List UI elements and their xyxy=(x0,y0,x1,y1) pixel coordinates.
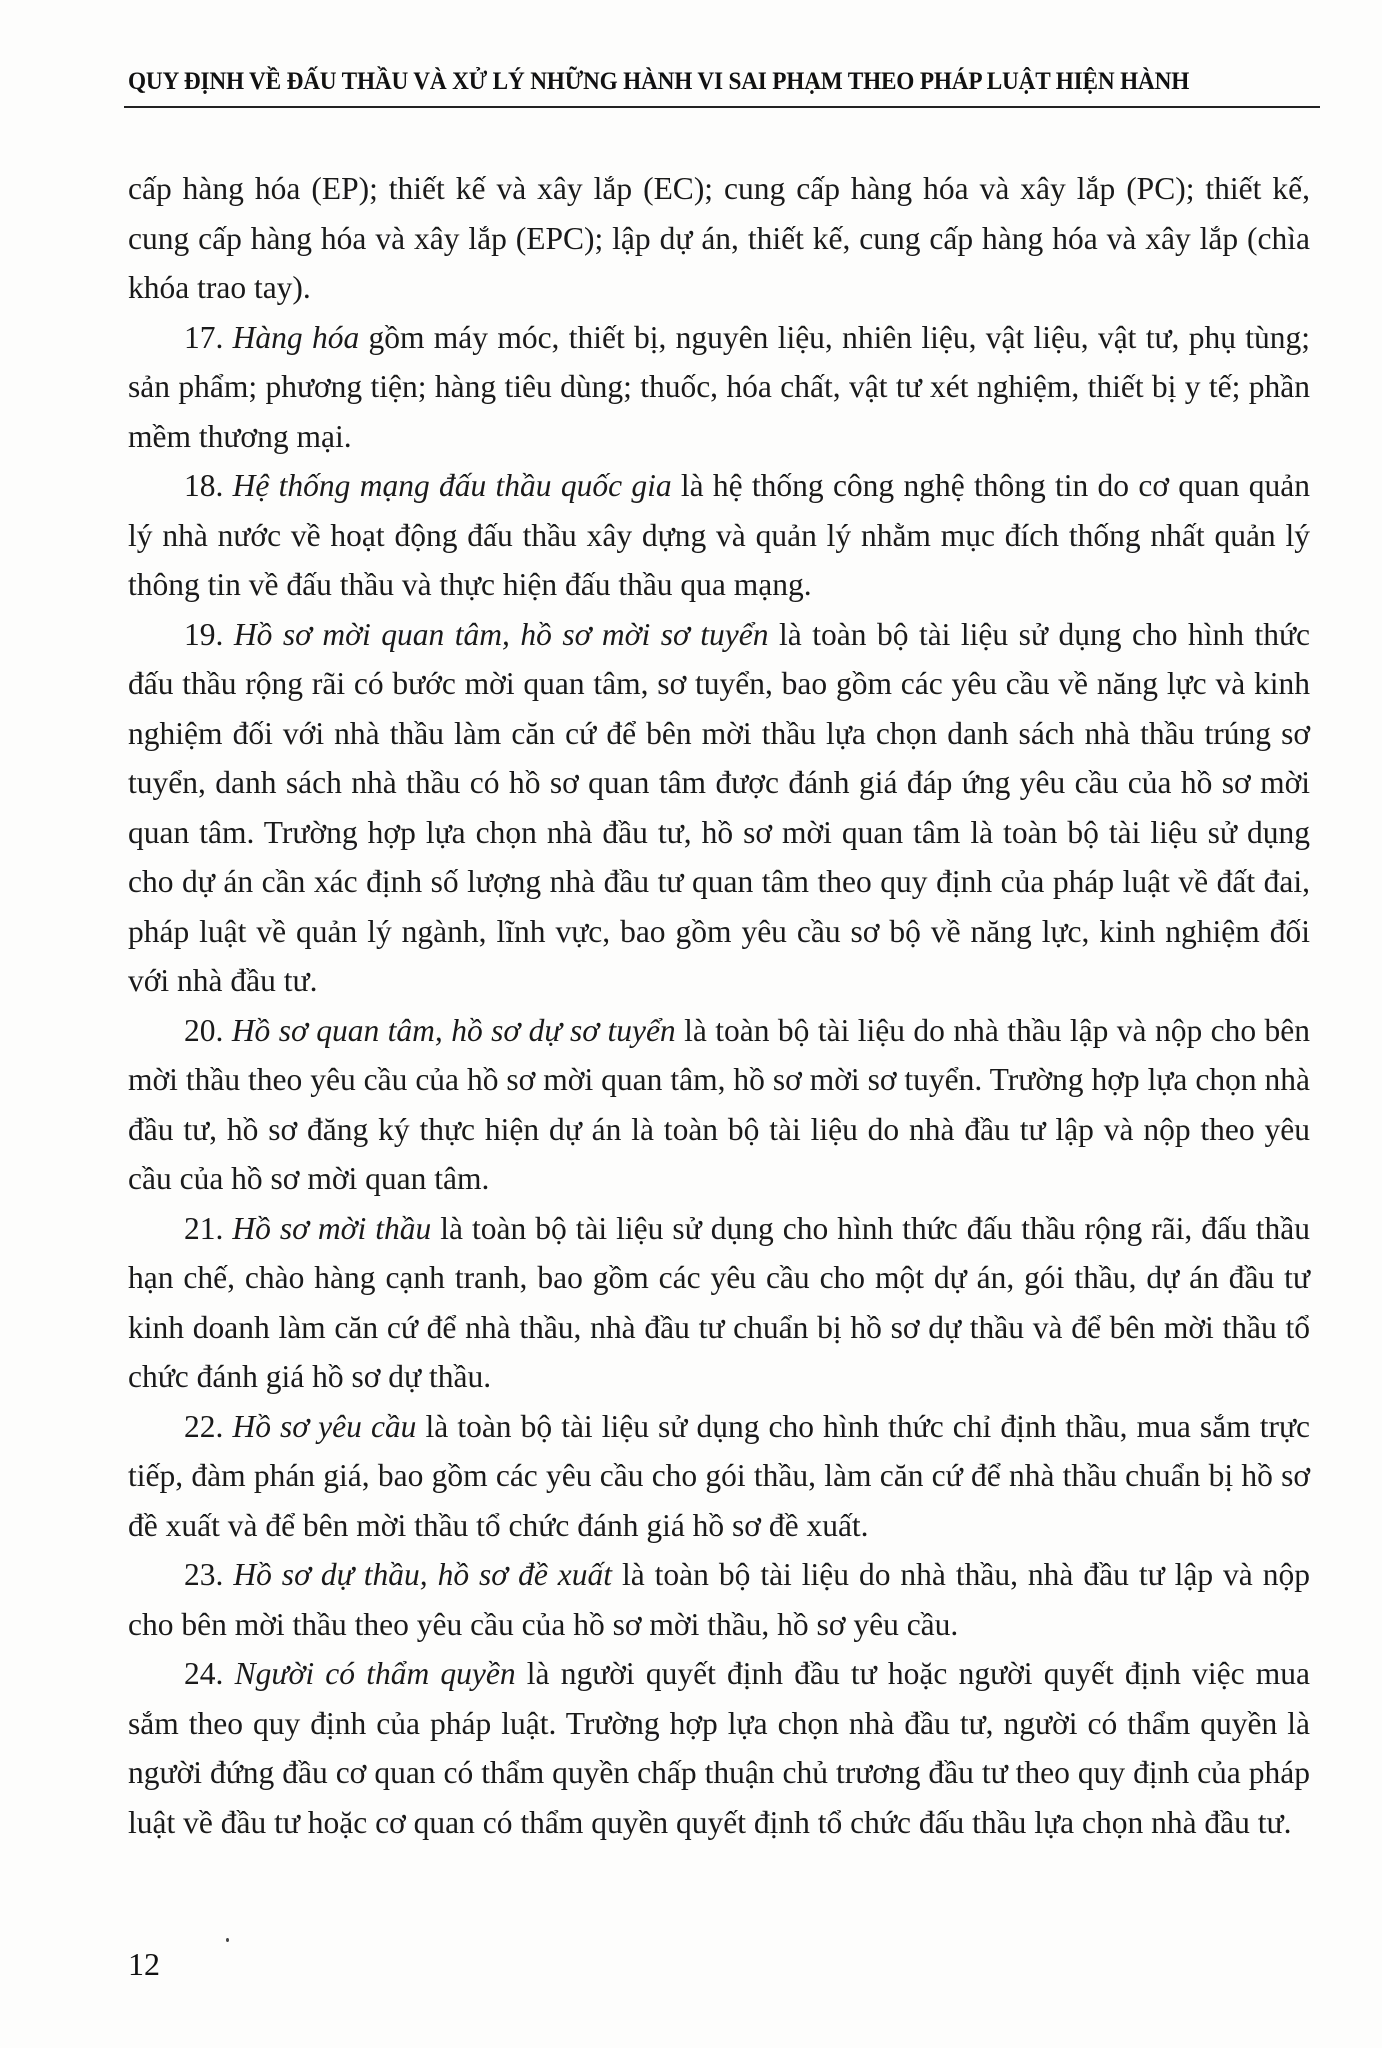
item-number: 19. xyxy=(184,616,224,652)
definition-item-17 xyxy=(128,313,1310,462)
defined-term: Người có thẩm quyền xyxy=(234,1656,516,1691)
definition-item-23 xyxy=(128,1550,1310,1649)
definition-text: là toàn bộ tài liệu sử dụng cho hình thức đấu thầu rộng rãi có bước mời quan tâm, sơ tuyển, bao gồm các yêu cầu về năng lực và kinh nghiệm đối với nhà thầu làm căn cứ để bên mời thầu lựa chọn danh sách nhà thầu trúng sơ tuyển, danh sách nhà thầu có hồ sơ quan tâm được đánh giá đáp ứng yêu cầu của hồ sơ mời quan tâm. Trường hợp lựa chọn nhà đầu tư, hồ sơ mời quan tâm là toàn bộ tài liệu sử dụng cho dự án cần xác định số lượng nhà đầu tư quan tâm theo quy định của pháp luật về đất đai, pháp luật về quản lý ngành, lĩnh vực, bao gồm yêu cầu sơ bộ về năng lực, kinh nghiệm đối với nhà đầu tư. xyxy=(128,616,1311,998)
definition-item-18 xyxy=(128,461,1310,610)
defined-term: Hồ sơ mời quan tâm, hồ sơ mời sơ tuyển xyxy=(233,616,769,652)
definition-text: là toàn bộ tài liệu do nhà thầu, nhà đầu tư lập và nộp cho bên mời thầu theo yêu cầu của hồ sơ mời thầu, hồ sơ yêu cầu. xyxy=(128,1557,1310,1642)
definition-item-21 xyxy=(128,1204,1310,1402)
item-number: 24. xyxy=(184,1656,224,1691)
definition-text: là người quyết định đầu tư hoặc người quyết định việc mua sắm theo quy định của pháp luật. Trường hợp lựa chọn nhà đầu tư, người có thẩm quyền là người đứng đầu cơ quan có thẩm quyền chấp thuận chủ trương đầu tư theo quy định của pháp luật về đầu tư hoặc cơ quan có thẩm quyền quyết định tổ chức đấu thầu lựa chọn nhà đầu tư. xyxy=(128,1656,1310,1840)
definition-item-24 xyxy=(128,1649,1310,1847)
item-number: 18. xyxy=(184,468,224,503)
defined-term: Hồ sơ yêu cầu xyxy=(232,1408,417,1444)
body-text xyxy=(128,164,1310,1847)
item-number: 17. xyxy=(184,319,224,355)
ink-speck xyxy=(226,1938,229,1942)
continuation-paragraph: cấp hàng hóa (EP); thiết kế và xây lắp (EC); cung cấp hàng hóa và xây lắp (PC); thiết kế, cung cấp hàng hóa và xây lắp (EPC); lập dự án, thiết kế, cung cấp hàng hóa và xây lắp (chìa khóa trao tay). xyxy=(128,171,1310,305)
item-number: 20. xyxy=(184,1012,224,1048)
running-header-title: QUY ĐỊNH VỀ ĐẤU THẦU VÀ XỬ LÝ NHỮNG HÀNH VI SAI PHẠM THEO PHÁP LUẬT HIỆN HÀNH xyxy=(128,68,1190,95)
defined-term: Hệ thống mạng đấu thầu quốc gia xyxy=(232,468,672,503)
definition-text: là toàn bộ tài liệu sử dụng cho hình thức đấu thầu rộng rãi, đấu thầu hạn chế, chào hàng cạnh tranh, bao gồm các yêu cầu cho một dự án, gói thầu, dự án đầu tư kinh doanh làm căn cứ để nhà thầu, nhà đầu tư chuẩn bị hồ sơ dự thầu và để bên mời thầu tổ chức đánh giá hồ sơ dự thầu. xyxy=(128,1210,1310,1394)
definition-item-19 xyxy=(128,610,1310,1006)
definition-item-20 xyxy=(128,1006,1310,1204)
definition-text: là hệ thống công nghệ thông tin do cơ quan quản lý nhà nước về hoạt động đấu thầu xây dựng và quản lý nhằm mục đích thống nhất quản lý thông tin về đấu thầu và thực hiện đấu thầu qua mạng. xyxy=(128,468,1311,602)
defined-term: Hồ sơ dự thầu, hồ sơ đề xuất xyxy=(233,1557,612,1592)
item-number: 21. xyxy=(184,1210,224,1246)
defined-term: Hồ sơ mời thầu xyxy=(232,1210,432,1246)
defined-term: Hồ sơ quan tâm, hồ sơ dự sơ tuyển xyxy=(231,1012,676,1048)
definition-item-22 xyxy=(128,1402,1310,1551)
page-number: 12 xyxy=(128,1946,160,1982)
header-rule xyxy=(124,106,1320,108)
definition-text: là toàn bộ tài liệu do nhà thầu lập và nộp cho bên mời thầu theo yêu cầu của hồ sơ mời quan tâm, hồ sơ mời sơ tuyển. Trường hợp lựa chọn nhà đầu tư, hồ sơ đăng ký thực hiện dự án là toàn bộ tài liệu do nhà đầu tư lập và nộp theo yêu cầu của hồ sơ mời quan tâm. xyxy=(128,1012,1311,1196)
item-number: 22. xyxy=(184,1408,224,1444)
definition-text: gồm máy móc, thiết bị, nguyên liệu, nhiên liệu, vật liệu, vật tư, phụ tùng; sản phẩm; phương tiện; hàng tiêu dùng; thuốc, hóa chất, vật tư xét nghiệm, thiết bị y tế; phần mềm thương mại. xyxy=(128,319,1311,454)
item-number: 23. xyxy=(184,1557,224,1592)
definition-text: là toàn bộ tài liệu sử dụng cho hình thức chỉ định thầu, mua sắm trực tiếp, đàm phán giá, bao gồm các yêu cầu cho gói thầu, làm căn cứ để nhà thầu chuẩn bị hồ sơ đề xuất và để bên mời thầu tổ chức đánh giá hồ sơ đề xuất. xyxy=(128,1408,1311,1543)
defined-term: Hàng hóa xyxy=(232,319,360,355)
